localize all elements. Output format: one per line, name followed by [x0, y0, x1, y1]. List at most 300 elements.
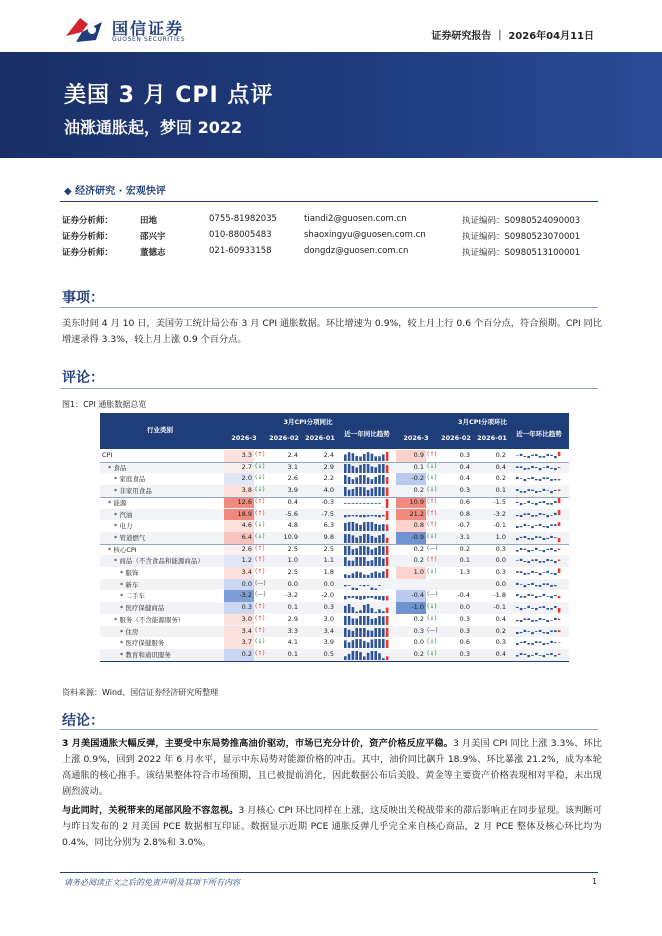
sparkline-bar — [535, 641, 538, 643]
yoy-trend-arrow-icon: (↓) — [255, 532, 265, 540]
sparkline-bar — [378, 616, 381, 625]
sparkline-bar — [520, 571, 523, 573]
conclusion-1-body: 3 月美国 CPI 同比上涨 3.3%、环比上涨 0.9%，回到 2022 年 6 月水平，显示中东局势对能源价格的冲击。其中，油价同比飙升 18.9%、环比暴涨 21.2%，成为本轮高通胀的核心推手。该结果整体符合市场预期，且已被提前消化，因此数据公布后美股、黄金等主要资产价格表现相对平稳，未出现剧烈波动。 — [62, 738, 602, 797]
sparkline-bar — [550, 548, 553, 550]
mom-value: 0.1 — [459, 556, 470, 565]
sparkline-bar — [554, 606, 557, 608]
mom-value: 0.4 — [459, 474, 470, 483]
mom-trend-arrow-icon: (↓) — [427, 603, 437, 611]
sparkline-bar — [374, 639, 377, 648]
sparkline-bar — [546, 466, 549, 468]
sparkline-bar — [359, 503, 362, 504]
table-row — [100, 567, 569, 579]
sparkline-bar — [520, 515, 523, 517]
sparkline-bar — [355, 557, 358, 566]
figure-caption: 图1：CPI 通胀数据总览 — [62, 400, 147, 409]
sparkline-bar — [386, 569, 389, 578]
sparkline-bar — [535, 515, 538, 516]
table-header — [100, 413, 569, 449]
sparkline-bar — [348, 515, 351, 517]
table-group-divider — [100, 462, 569, 463]
sparkline-bar — [527, 501, 530, 503]
sparkline-bar — [355, 548, 358, 555]
sparkline-bar — [359, 546, 362, 555]
sparkline-bar — [550, 596, 553, 598]
mom-value: 0.3 — [459, 626, 470, 635]
sparkline-bar — [535, 572, 538, 573]
sparkline-bar — [550, 653, 553, 655]
sparkline-bar — [363, 628, 366, 637]
sparkline-bar — [386, 452, 389, 461]
sparkline-bar — [531, 595, 534, 596]
sparkline-bar — [543, 606, 546, 608]
sparkline-bar — [371, 536, 374, 543]
sparkline-bar — [344, 454, 347, 461]
mom-trend-arrow-icon: (—) — [427, 591, 438, 599]
sparkline-bar — [554, 630, 557, 632]
sparkline-bar — [378, 525, 381, 531]
sparkline-bar — [546, 490, 549, 491]
row-label: * 服务（不含能源服务） — [114, 615, 185, 624]
sparkline-bar — [359, 557, 362, 566]
sparkline-bar — [355, 487, 358, 496]
sparkline-bar — [378, 596, 381, 600]
sparkline-bar — [348, 490, 351, 496]
sparkline-bar — [546, 596, 549, 597]
sparkline-bar — [367, 490, 370, 496]
section-title-event: 事项： — [62, 290, 104, 306]
sparkline-bar — [524, 596, 527, 598]
sparkline-bar — [374, 651, 377, 660]
sparkline-bar — [371, 560, 374, 566]
mom-value: 0.0 — [495, 556, 506, 565]
sparkline-bar — [546, 608, 549, 610]
sparkline-bar — [363, 522, 366, 531]
sparkline-bar — [543, 561, 546, 563]
mom-value: 0.3 — [413, 626, 424, 635]
sparkline-bar — [535, 525, 538, 526]
sparkline-bar — [535, 547, 538, 549]
mom-value: 0.8 — [396, 520, 426, 532]
sparkline-bar — [524, 641, 527, 643]
sparkline-bar — [382, 487, 385, 496]
sparkline-bar — [527, 525, 530, 526]
sparkline-bar — [531, 455, 534, 456]
sparkline-bar — [371, 619, 374, 625]
sparkline-bar — [359, 475, 362, 484]
sparkline-bar — [524, 573, 527, 575]
mom-value: 0.3 — [459, 486, 470, 495]
sparkline-bar — [359, 572, 362, 578]
yoy-value: 3.1 — [287, 462, 298, 471]
table-row — [100, 579, 569, 591]
yoy-sparkline — [344, 615, 390, 625]
conclusion-1-lead: 3 月美国通胀大幅反弹，主要受中东局势推高油价驱动，市场已充分计价，资产价格反应平稳。 — [62, 738, 453, 749]
footer-disclaimer: 请务必阅读正文之后的免责声明及其项下所有内容 — [64, 878, 240, 887]
sparkline-bar — [558, 560, 561, 561]
sparkline-bar — [524, 479, 527, 481]
analyst-cert: 执证编码：S0980523070001 — [462, 232, 581, 242]
sparkline-bar — [352, 489, 355, 496]
analyst-cert: 执证编码：S0980513100001 — [462, 248, 581, 258]
sparkline-bar — [367, 561, 370, 566]
yoy-value: 1.8 — [323, 568, 334, 576]
sparkline-bar — [520, 620, 523, 622]
sparkline-bar — [378, 456, 381, 461]
yoy-trend-arrow-icon: (↓) — [255, 486, 265, 494]
table-row — [100, 590, 569, 602]
yoy-value: 3.8 — [224, 485, 254, 497]
yoy-value: 2.9 — [287, 614, 298, 623]
mom-value: -0.2 — [396, 473, 426, 485]
sparkline-bar — [546, 503, 549, 505]
sparkline-bar — [539, 512, 542, 514]
sparkline-bar — [558, 479, 561, 480]
sparkline-bar — [348, 452, 351, 461]
analyst-row — [62, 212, 602, 228]
sparkline-bar — [352, 453, 355, 461]
mom-value: -0.1 — [493, 521, 506, 530]
event-paragraph: 美东时间 4 月 10 日，美国劳工统计局公布 3 月 CPI 通胀数据。环比增速为 0.9%，较上月上行 0.6 个百分点，符合预期。CPI 同比增速录得 3.3%，较上月上涨 0.9 个百分点。 — [62, 318, 602, 345]
sparkline-bar — [382, 571, 385, 578]
sparkline-bar — [367, 534, 370, 543]
mom-value: 0.0 — [413, 638, 424, 647]
sparkline-bar — [355, 524, 358, 532]
analyst-row — [62, 228, 602, 244]
yoy-value: 0.3 — [323, 603, 334, 612]
sparkline-bar — [543, 643, 546, 645]
sparkline-bar — [355, 515, 358, 516]
analyst-email-link[interactable]: dongdz@guosen.com.cn — [304, 246, 409, 256]
mom-value: 0.4 — [495, 649, 506, 658]
sparkline-bar — [531, 632, 534, 634]
yoy-trend-arrow-icon: (↑) — [255, 614, 265, 622]
mom-value: 0.8 — [459, 509, 470, 518]
yoy-value: 0.0 — [224, 579, 254, 591]
sparkline-bar — [543, 478, 546, 480]
table-row — [100, 555, 569, 567]
sparkline-bar — [531, 643, 534, 645]
yoy-sparkline — [344, 545, 390, 555]
divider — [60, 729, 598, 730]
sparkline-bar — [371, 454, 374, 461]
sparkline-bar — [558, 548, 561, 549]
mom-sparkline — [516, 580, 562, 590]
mom-value: 0.1 — [413, 462, 424, 471]
sparkline-bar — [539, 491, 542, 492]
sparkline-bar — [554, 595, 557, 596]
sparkline-bar — [363, 605, 366, 613]
sparkline-bar — [554, 456, 557, 458]
sparkline-bar — [359, 536, 362, 543]
sparkline-bar — [554, 524, 557, 526]
sparkline-bar — [352, 573, 355, 578]
row-label: * 医疗保健商品 — [120, 604, 165, 613]
sparkline-bar — [558, 596, 561, 598]
sparkline-bar — [352, 515, 355, 516]
sparkline-bar — [352, 503, 355, 504]
yoy-value: 2.4 — [287, 451, 298, 459]
sparkline-bar — [382, 515, 385, 516]
sparkline-bar — [371, 549, 374, 555]
sparkline-bar — [382, 639, 385, 648]
report-category: ◆ 经济研究 · 宏观快评 — [64, 186, 166, 197]
sparkline-bar — [546, 538, 549, 539]
yoy-value: -0.3 — [321, 497, 334, 506]
sparkline-bar — [359, 487, 362, 496]
sparkline-bar — [363, 616, 366, 625]
yoy-sparkline — [344, 510, 390, 520]
mom-value: -0.7 — [457, 521, 470, 530]
sparkline-bar — [524, 524, 527, 526]
sparkline-bar — [378, 557, 381, 566]
mom-value: 0.6 — [459, 638, 470, 647]
sparkline-bar — [382, 616, 385, 625]
sparkline-bar — [550, 515, 553, 516]
sparkline-bar — [386, 640, 389, 648]
sparkline-bar — [371, 651, 374, 660]
yoy-sparkline — [344, 603, 390, 613]
header-col: 近一年同比趋势 — [344, 430, 390, 438]
sparkline-bar — [344, 596, 347, 599]
sparkline-bar — [374, 628, 377, 637]
yoy-value: 3.9 — [323, 638, 334, 647]
sparkline-bar — [359, 610, 362, 613]
row-label: * 二手车 — [120, 592, 145, 601]
mom-sparkline — [516, 638, 562, 648]
sparkline-bar — [550, 620, 553, 621]
sparkline-bar — [367, 515, 370, 517]
yoy-value: -3.2 — [285, 591, 298, 600]
sparkline-bar — [531, 560, 534, 561]
sparkline-bar — [359, 525, 362, 531]
conclusion-paragraph-2 — [62, 803, 602, 851]
mom-sparkline — [516, 463, 562, 473]
mom-trend-arrow-icon: (↓) — [427, 462, 437, 470]
sparkline-bar — [550, 573, 553, 574]
sparkline-bar — [539, 502, 542, 503]
table-bottom-border — [100, 661, 569, 662]
sparkline-bar — [535, 479, 538, 480]
sparkline-bar — [352, 522, 355, 531]
analyst-email-link[interactable]: tiandi2@guosen.com.cn — [304, 214, 407, 224]
sparkline-bar — [520, 548, 523, 550]
sparkline-bar — [554, 561, 557, 563]
sparkline-bar — [374, 618, 377, 625]
sparkline-bar — [535, 454, 538, 456]
sparkline-bar — [348, 534, 351, 543]
sparkline-bar — [367, 596, 370, 598]
sparkline-bar — [516, 643, 519, 645]
sparkline-bar — [531, 538, 534, 540]
sparkline-bar — [363, 575, 366, 578]
sparkline-bar — [367, 616, 370, 625]
yoy-trend-arrow-icon: (↓) — [255, 638, 265, 646]
sparkline-bar — [359, 457, 362, 461]
sparkline-bar — [363, 475, 366, 484]
mom-value: 0.0 — [459, 603, 470, 612]
sparkline-bar — [367, 503, 370, 504]
sparkline-bar — [535, 596, 538, 598]
sparkline-bar — [527, 606, 530, 608]
sparkline-bar — [524, 468, 527, 470]
conclusion-2-lead: 与此同时，关税带来的尾部风险不容忽视。 — [62, 805, 239, 816]
sparkline-bar — [516, 594, 519, 596]
yoy-value: 3.4 — [323, 626, 334, 635]
sparkline-bar — [386, 557, 389, 566]
sparkline-bar — [363, 546, 366, 555]
mom-value: 10.9 — [396, 497, 426, 509]
sparkline-bar — [535, 620, 538, 621]
mom-value: -0.1 — [493, 603, 506, 612]
sparkline-bar — [527, 573, 530, 574]
mom-trend-arrow-icon: (—) — [427, 544, 438, 552]
yoy-value: 0.5 — [323, 649, 334, 658]
mom-value: 0.9 — [396, 450, 426, 462]
sparkline-bar — [352, 640, 355, 648]
sparkline-bar — [516, 538, 519, 540]
sparkline-bar — [539, 618, 542, 620]
yoy-value: 3.3 — [224, 450, 254, 462]
sparkline-bar — [516, 632, 519, 634]
header-col: 2026-3 — [403, 434, 429, 442]
sparkline-bar — [531, 583, 534, 585]
sparkline-bar — [558, 643, 561, 644]
sparkline-bar — [382, 524, 385, 531]
sparkline-bar — [348, 654, 351, 660]
analyst-label: 证券分析师： — [62, 232, 114, 242]
sparkline-bar — [348, 561, 351, 566]
yoy-value: 1.2 — [224, 555, 254, 567]
sparkline-bar — [367, 642, 370, 648]
sparkline-bar — [516, 526, 519, 528]
sparkline-bar — [374, 477, 377, 484]
mom-value: 0.2 — [495, 474, 506, 483]
sparkline-bar — [355, 571, 358, 578]
yoy-sparkline — [344, 627, 390, 637]
yoy-trend-arrow-icon: (↑) — [255, 497, 265, 505]
mom-value: -1.0 — [396, 602, 426, 614]
sparkline-bar — [374, 537, 377, 543]
analyst-label: 证券分析师： — [62, 216, 114, 226]
mom-value: 0.2 — [495, 626, 506, 635]
sparkline-bar — [527, 468, 530, 469]
sparkline-bar — [363, 641, 366, 648]
sparkline-bar — [527, 478, 530, 479]
sparkline-bar — [554, 537, 557, 538]
table-row — [100, 602, 569, 614]
mom-value: 0.3 — [495, 544, 506, 553]
mom-value: 1.0 — [495, 532, 506, 541]
divider — [60, 201, 598, 202]
yoy-trend-arrow-icon: (↑) — [255, 509, 265, 517]
mom-sparkline — [516, 451, 562, 461]
sparkline-bar — [558, 467, 561, 468]
yoy-value: 3.7 — [224, 637, 254, 649]
mom-value: 0.6 — [459, 497, 470, 506]
sparkline-bar — [359, 639, 362, 648]
divider — [60, 307, 598, 308]
report-subtitle: 油涨通胀起，梦回 2022 — [64, 118, 243, 137]
sparkline-bar — [527, 561, 530, 563]
mom-trend-arrow-icon: (↓) — [427, 638, 437, 646]
table-row — [100, 520, 569, 532]
sparkline-bar — [516, 571, 519, 573]
yoy-value: 9.8 — [323, 532, 334, 541]
mom-trend-arrow-icon: (—) — [427, 626, 438, 634]
sparkline-bar — [371, 522, 374, 531]
sparkline-bar — [539, 573, 542, 575]
mom-sparkline — [516, 556, 562, 566]
sparkline-bar — [524, 585, 527, 587]
yoy-trend-arrow-icon: (↑) — [255, 544, 265, 552]
mom-value: 0.3 — [459, 451, 470, 459]
sparkline-bar — [520, 537, 523, 538]
sparkline-bar — [378, 573, 381, 578]
mom-value: 0.4 — [495, 462, 506, 471]
sparkline-bar — [344, 557, 347, 566]
mom-trend-arrow-icon: (↓) — [427, 614, 437, 622]
yoy-value: 3.9 — [287, 486, 298, 495]
row-label: * 食品 — [108, 463, 127, 472]
sparkline-bar — [524, 629, 527, 631]
sparkline-bar — [378, 639, 381, 648]
sparkline-bar — [539, 585, 542, 587]
sparkline-bar — [550, 641, 553, 643]
sparkline-bar — [539, 550, 542, 551]
sparkline-bar — [374, 557, 377, 566]
sparkline-bar — [527, 456, 530, 458]
sparkline-bar — [520, 608, 523, 610]
yoy-value: -2.0 — [321, 591, 334, 600]
mom-value: 0.2 — [413, 544, 424, 553]
mom-value: -0.9 — [396, 532, 426, 544]
sparkline-bar — [352, 480, 355, 485]
yoy-sparkline — [344, 498, 390, 508]
yoy-value: 3.4 — [224, 626, 254, 638]
sparkline-bar — [524, 608, 527, 609]
yoy-sparkline — [344, 556, 390, 566]
header-col: 近一年环比趋势 — [516, 430, 562, 438]
yoy-sparkline — [344, 580, 390, 590]
sparkline-bar — [531, 571, 534, 573]
yoy-value: 3.3 — [287, 626, 298, 635]
sparkline-bar — [386, 616, 389, 625]
sparkline-bar — [344, 574, 347, 578]
sparkline-bar — [558, 510, 561, 515]
header-col: 2026-02 — [269, 434, 299, 442]
sparkline-bar — [520, 632, 523, 633]
mom-sparkline — [516, 510, 562, 520]
header-col: 2026-02 — [441, 434, 471, 442]
sparkline-bar — [367, 575, 370, 578]
sparkline-bar — [539, 596, 542, 597]
sparkline-bar — [355, 596, 358, 599]
sparkline-bar — [352, 466, 355, 473]
analyst-email-link[interactable]: shaoxingyu@guosen.com.cn — [304, 230, 426, 240]
sparkline-bar — [352, 596, 355, 598]
mom-sparkline — [516, 498, 562, 508]
sparkline-bar — [550, 560, 553, 561]
sparkline-bar — [558, 490, 561, 491]
mom-sparkline — [516, 545, 562, 555]
sparkline-bar — [516, 550, 519, 552]
sparkline-bar — [543, 526, 546, 527]
sparkline-bar — [550, 491, 553, 493]
section-title-comment: 评论： — [62, 370, 104, 386]
sparkline-bar — [348, 503, 351, 504]
mom-sparkline — [516, 486, 562, 496]
